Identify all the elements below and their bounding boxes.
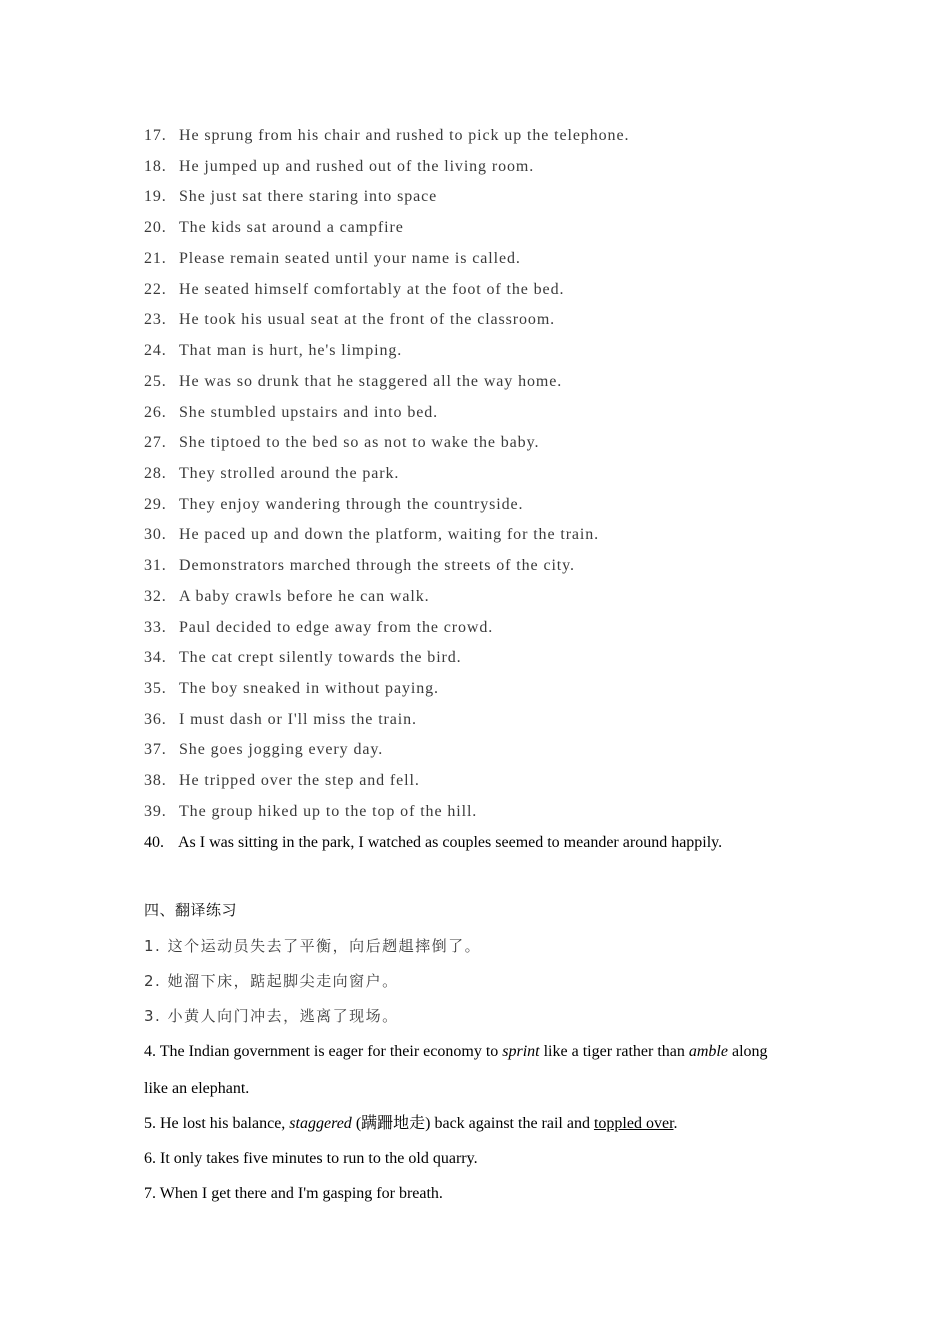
italic-word: staggered bbox=[289, 1115, 352, 1132]
sentence-26 bbox=[144, 403, 438, 423]
sentence-number: 21. bbox=[144, 250, 167, 267]
italic-word: amble bbox=[688, 1043, 728, 1060]
sentence-25 bbox=[144, 372, 562, 392]
sentence-text: She goes jogging every day. bbox=[179, 741, 384, 758]
sentence-number: 34. bbox=[144, 649, 167, 666]
sentence-text: I must dash or I'll miss the train. bbox=[179, 711, 417, 728]
sentence-text: The boy sneaked in without paying. bbox=[179, 680, 439, 697]
sentence-18 bbox=[144, 157, 534, 177]
sentence-24 bbox=[144, 341, 402, 361]
sentence-number: 28. bbox=[144, 465, 167, 482]
translation-item-4-cont: like an elephant. bbox=[144, 1080, 250, 1097]
sentence-text: A baby crawls before he can walk. bbox=[179, 588, 430, 605]
sentence-29 bbox=[144, 495, 523, 515]
sentence-31 bbox=[144, 556, 575, 576]
sentence-number: 36. bbox=[144, 711, 167, 728]
sentence-number: 33. bbox=[144, 619, 167, 636]
sentence-text: He took his usual seat at the front of the classroom. bbox=[179, 311, 556, 328]
sentence-text: As I was sitting in the park, I watched as couples seemed to meander around happily. bbox=[178, 834, 723, 851]
sentence-19 bbox=[144, 187, 437, 207]
translation-item-1: 1. 这个运动员失去了平衡，向后趔趄摔倒了。 bbox=[144, 937, 482, 955]
translation-item-3: 3. 小黄人向门冲去，逃离了现场。 bbox=[144, 1007, 399, 1025]
sentence-number: 26. bbox=[144, 404, 167, 421]
sentence-number: 30. bbox=[144, 526, 167, 543]
sentence-text: He seated himself comfortably at the foot of the bed. bbox=[179, 281, 565, 298]
sentence-text: She tiptoed to the bed so as not to wake the baby. bbox=[179, 434, 540, 451]
sentence-text: Paul decided to edge away from the crowd. bbox=[179, 619, 494, 636]
sentence-number: 24. bbox=[144, 342, 167, 359]
sentence-34 bbox=[144, 648, 462, 668]
sentence-35 bbox=[144, 679, 439, 699]
sentence-37 bbox=[144, 740, 383, 760]
sentence-text: They enjoy wandering through the countryside. bbox=[179, 496, 524, 513]
sentence-number: 23. bbox=[144, 311, 167, 328]
sentence-39 bbox=[144, 802, 477, 822]
sentence-38 bbox=[144, 771, 420, 791]
sentence-30 bbox=[144, 525, 599, 545]
italic-word: sprint bbox=[502, 1043, 540, 1060]
sentence-text: The kids sat around a campfire bbox=[179, 219, 404, 236]
sentence-22 bbox=[144, 280, 564, 300]
sentence-number: 25. bbox=[144, 373, 167, 390]
sentence-text: The cat crept silently towards the bird. bbox=[179, 649, 462, 666]
sentence-number: 32. bbox=[144, 588, 167, 605]
sentence-20 bbox=[144, 218, 404, 238]
sentence-number: 40. bbox=[144, 834, 164, 851]
item-text: 5. He lost his balance, bbox=[144, 1115, 290, 1132]
item-text: (蹒跚地走) back against the rail and bbox=[351, 1115, 594, 1132]
item-text: along bbox=[727, 1043, 768, 1060]
sentence-number: 39. bbox=[144, 803, 167, 820]
translation-item-7: 7. When I get there and I'm gasping for breath. bbox=[144, 1185, 443, 1202]
sentence-number: 18. bbox=[144, 158, 167, 175]
sentence-number: 29. bbox=[144, 496, 167, 513]
item-text: . bbox=[673, 1115, 678, 1132]
sentence-number: 17. bbox=[144, 127, 167, 144]
sentence-text: Please remain seated until your name is called. bbox=[179, 250, 521, 267]
translation-item-4 bbox=[144, 1042, 768, 1062]
sentence-text: She just sat there staring into space bbox=[179, 188, 438, 205]
sentence-21 bbox=[144, 249, 521, 269]
sentence-text: Demonstrators marched through the streets of the city. bbox=[179, 557, 575, 574]
sentence-number: 19. bbox=[144, 188, 167, 205]
sentence-number: 35. bbox=[144, 680, 167, 697]
sentence-number: 31. bbox=[144, 557, 167, 574]
sentence-17 bbox=[144, 126, 629, 146]
sentence-28 bbox=[144, 464, 399, 484]
sentence-text: He sprung from his chair and rushed to pick up the telephone. bbox=[179, 127, 630, 144]
sentence-text: They strolled around the park. bbox=[179, 465, 400, 482]
item-text: like a tiger rather than bbox=[539, 1043, 689, 1060]
sentence-text: He tripped over the step and fell. bbox=[179, 772, 420, 789]
sentence-number: 37. bbox=[144, 741, 167, 758]
underlined-phrase: toppled over bbox=[593, 1115, 674, 1132]
translation-item-5 bbox=[144, 1114, 678, 1134]
sentence-number: 20. bbox=[144, 219, 167, 236]
sentence-text: He jumped up and rushed out of the living room. bbox=[179, 158, 535, 175]
section-title: 四、翻译练习 bbox=[144, 901, 238, 919]
sentence-text: He was so drunk that he staggered all the way home. bbox=[179, 373, 563, 390]
translation-item-2: 2. 她溜下床，踮起脚尖走向窗户。 bbox=[144, 972, 399, 990]
item-text: 4. The Indian government is eager for their economy to bbox=[144, 1043, 503, 1060]
sentence-text: He paced up and down the platform, waiting for the train. bbox=[179, 526, 600, 543]
sentence-text: That man is hurt, he's limping. bbox=[179, 342, 403, 359]
sentence-40 bbox=[144, 833, 722, 853]
sentence-36 bbox=[144, 710, 417, 730]
sentence-text: The group hiked up to the top of the hill. bbox=[179, 803, 478, 820]
translation-item-6: 6. It only takes five minutes to run to the old quarry. bbox=[144, 1150, 478, 1167]
sentence-text: She stumbled upstairs and into bed. bbox=[179, 404, 439, 421]
sentence-32 bbox=[144, 587, 430, 607]
sentence-33 bbox=[144, 618, 493, 638]
sentence-number: 38. bbox=[144, 772, 167, 789]
sentence-number: 22. bbox=[144, 281, 167, 298]
sentence-27 bbox=[144, 433, 539, 453]
sentence-23 bbox=[144, 310, 555, 330]
sentence-number: 27. bbox=[144, 434, 167, 451]
